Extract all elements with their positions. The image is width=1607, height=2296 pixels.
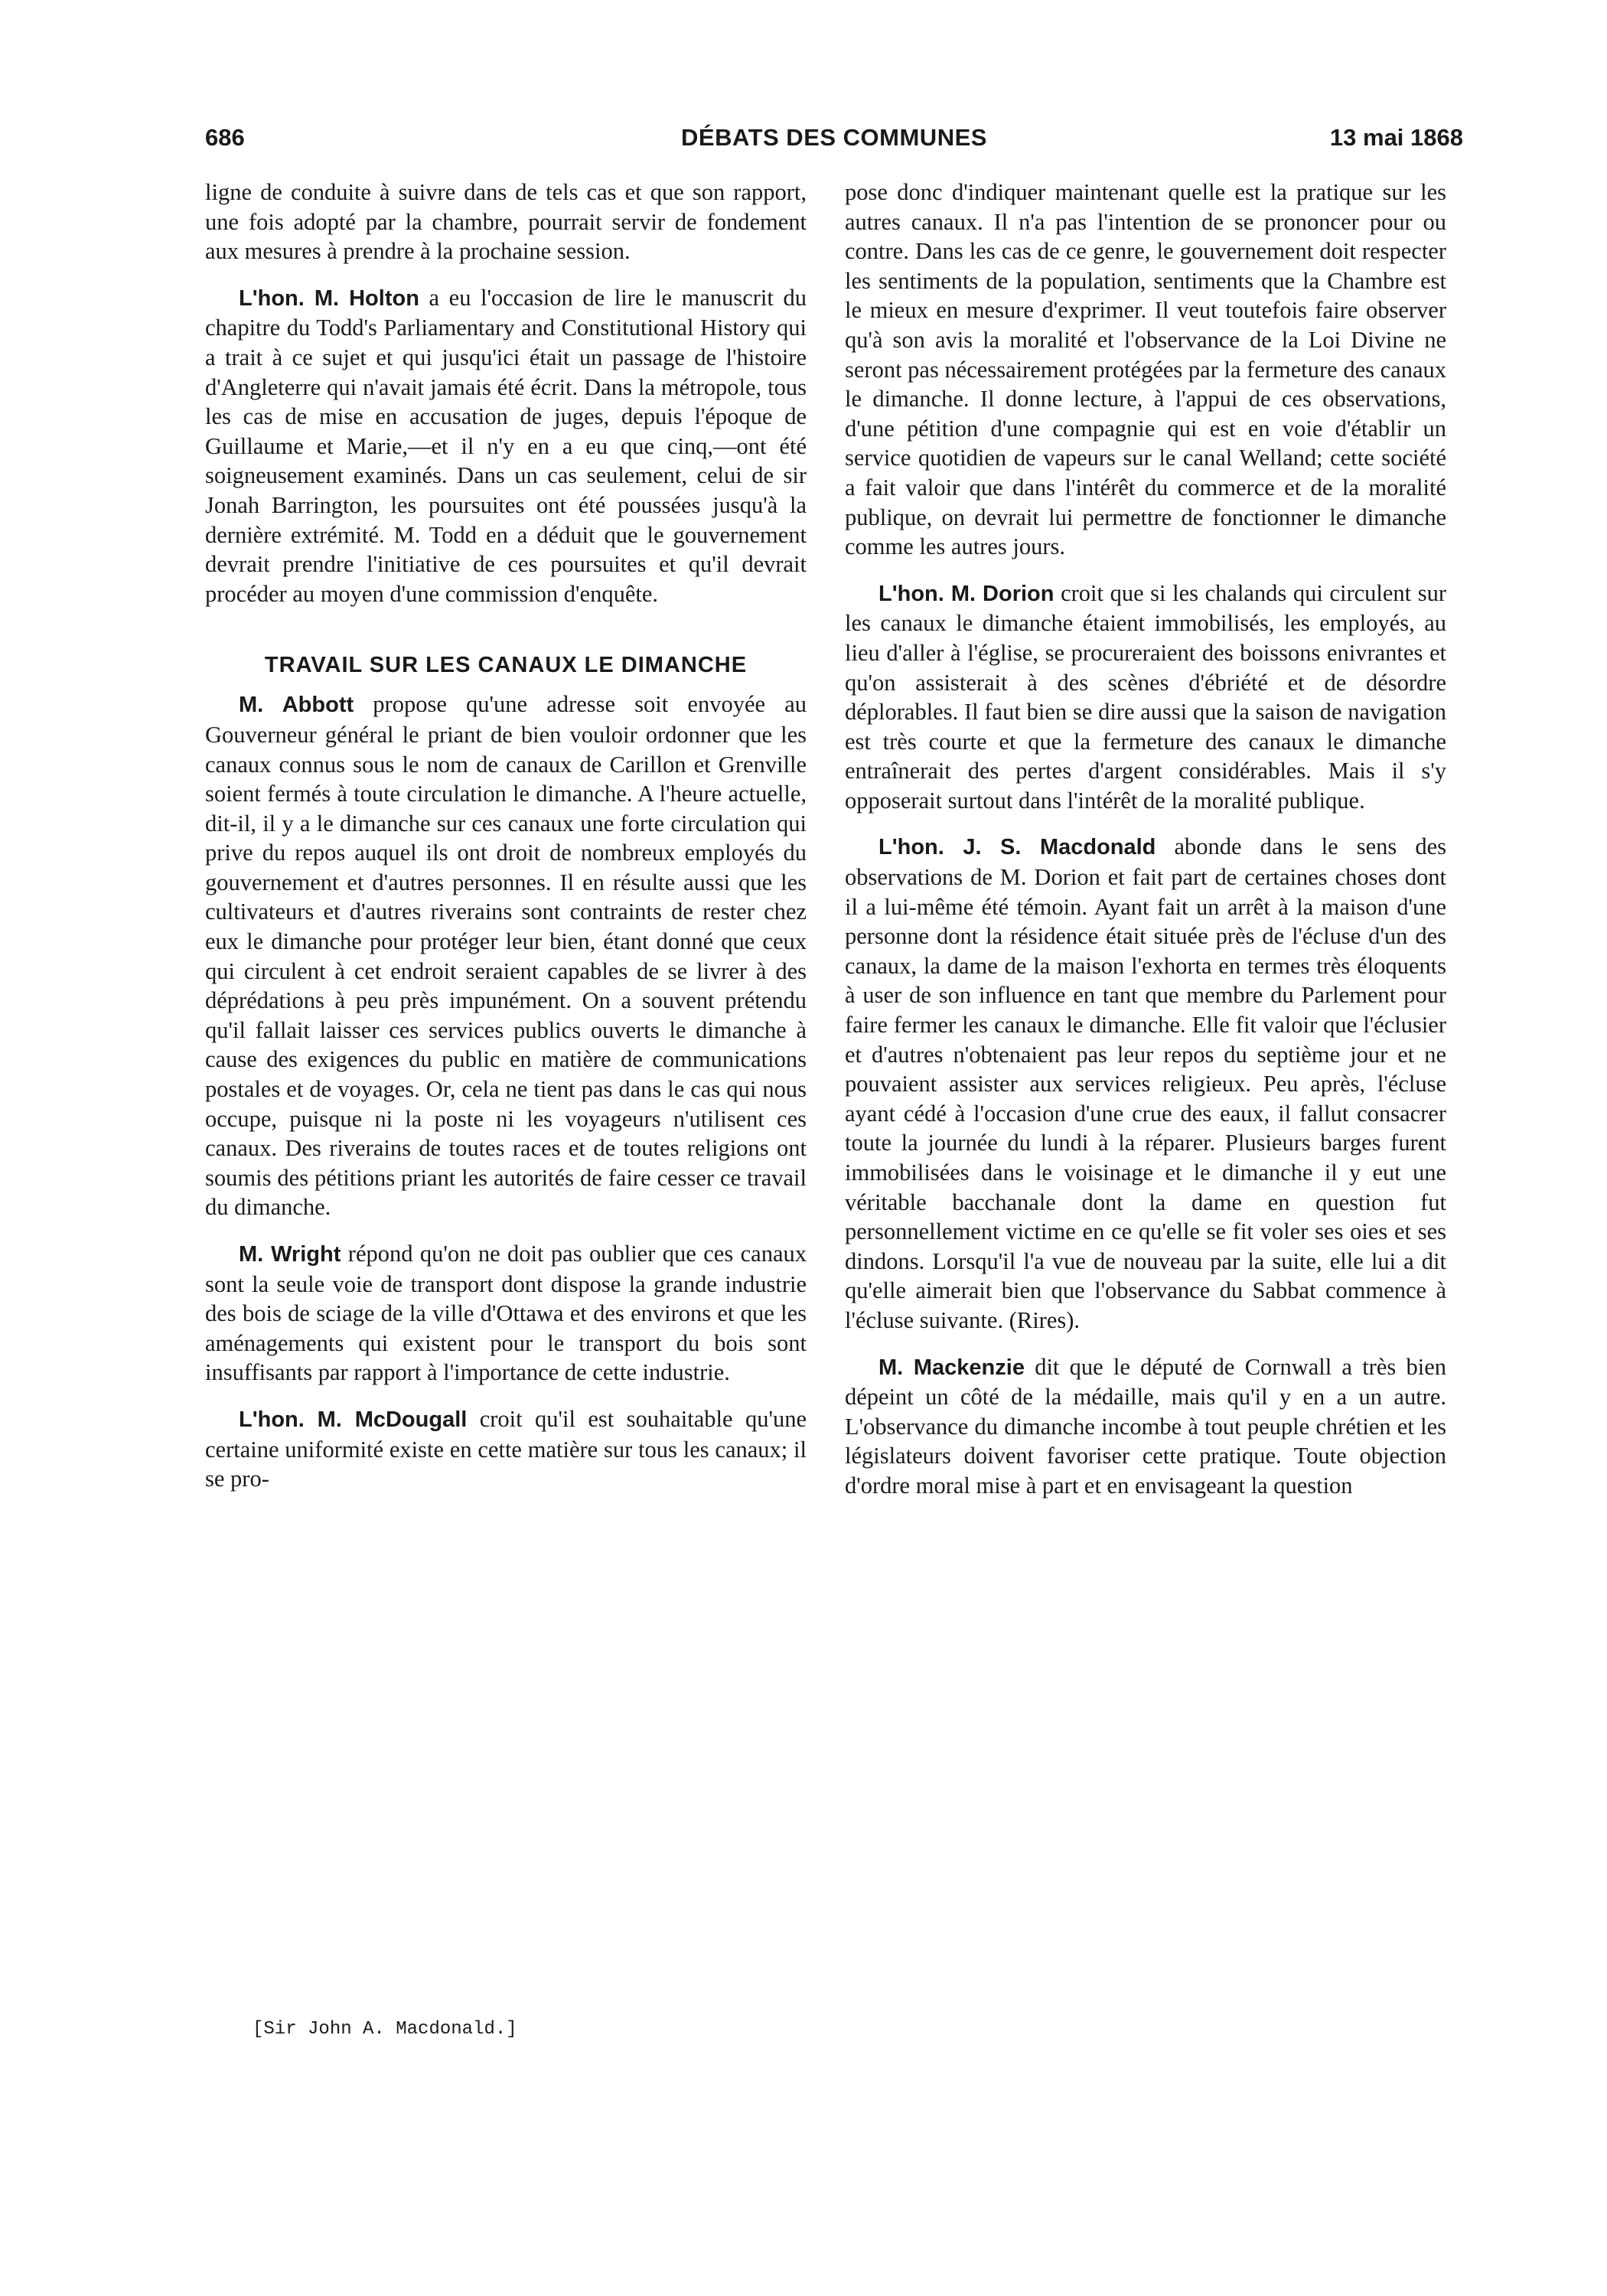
- speaker-name: M. Mackenzie: [878, 1355, 1025, 1380]
- paragraph: [205, 1404, 807, 1494]
- speaker-name: M. Abbott: [239, 693, 354, 718]
- speech-text: répond qu'on ne doit pas oublier que ces canaux sont la seule voie de transport dont dispose la grande industrie des bois de sciage de la ville d'Ottawa et des environs et que les aménagements qui existent pour le transport du bois sont insuffisants par rapport à l'importance de cette industrie.: [205, 1241, 807, 1386]
- section-heading: TRAVAIL SUR LES CANAUX LE DIMANCHE: [264, 653, 748, 678]
- paragraph: [845, 832, 1446, 1335]
- paragraph: [205, 690, 807, 1222]
- page-date: 13 mai 1868: [1329, 124, 1463, 151]
- paragraph: [845, 1352, 1446, 1501]
- speech-text: dit que le député de Cornwall a très bien dépeint un côté de la médaille, mais qu'il y en a un autre. L'observance du dimanche incombe à tout peuple chrétien et les législateurs doivent favoriser cette pratique. Toute objection d'ordre moral mise à part et en envisageant la question: [845, 1353, 1446, 1499]
- page-number: 686: [205, 124, 245, 151]
- speaker-name: L'hon. M. McDougall: [239, 1407, 468, 1432]
- paragraph: pose donc d'indiquer maintenant quelle est la pratique sur les autres canaux. Il n'a pas l'intention de se prononcer pour ou contre. Dans les cas de ce genre, le gouvernement doit respecter les sentiments de la population, sentiments que la Chambre est le mieux en mesure d'exprimer. Il veut toutefois faire observer qu'à son avis la moralité et l'observance de la Loi Divine ne seront pas nécessairement protégées par la fermeture des canaux le dimanche. Il donne lecture, à l'appui de ces observations, d'une pétition d'une compagnie qui est en voie d'établir un service quotidien de vapeurs sur le canal Welland; cette société a fait valoir que dans l'intérêt du commerce et de la moralité publique, on devrait lui permettre de fonctionner le dimanche comme les autres jours.: [845, 179, 1446, 560]
- left-column: [205, 178, 807, 1511]
- speech-text: croit qu'il est souhaitable qu'une certaine uniformité existe en cette matière sur tous les canaux; il se pro-: [205, 1405, 807, 1492]
- paragraph: [205, 283, 807, 609]
- speech-text: propose qu'une adresse soit envoyée au Gouverneur général le priant de bien vouloir ordonner que les canaux connus sous le nom de canaux de Carillon et Grenville soient fermés à toute circulation le dimanche. A l'heure actuelle, dit-il, il y a le dimanche sur ces canaux une forte circulation qui prive du repos auquel ils ont droit de nombreux employés du gouvernement et d'autres personnes. Il en résulte aussi que les cultivateurs et d'autres riverains sont contraints de rester chez eux le dimanche pour protéger leur bien, étant donné que ceux qui circulent à cet endroit seraient capables de se livrer à des déprédations à peu près impunément. On a souvent prétendu qu'il fallait laisser ces services publics ouverts le dimanche à cause des exigences du public en matière de communications postales et de voyages. Or, cela ne tient pas dans le cas qui nous occupe, puisque ni la poste ni les voyageurs n'utilisent ces canaux. Des riverains de toutes races et de toutes religions ont soumis des pétitions priant les autorités de faire cesser ce travail du dimanche.: [205, 691, 807, 1221]
- speech-text: croit que si les chalands qui circulent sur les canaux le dimanche étaient immobilisés, les employés, au lieu d'aller à l'église, se procureraient des boissons enivrantes et qu'on assisterait à des scènes d'ébriété et de désordre déplorables. Il faut bien se dire aussi que la saison de navigation est très courte et que la fermeture des canaux le dimanche entraînerait des pertes d'argent considérables. Mais il s'y opposerait surtout dans l'intérêt de la moralité publique.: [845, 579, 1446, 814]
- page-header: [205, 124, 1463, 162]
- speech-text: abonde dans le sens des observations de M. Dorion et fait part de certaines choses dont il a lui-même été témoin. Ayant fait un arrêt à la maison d'une personne dont la résidence était située près de l'écluse d'un des canaux, la dame de la maison l'exhorta en termes très éloquents à user de son influence en tant que membre du Parlement pour faire fermer les canaux le dimanche. Elle fit valoir que l'éclusier et d'autres n'obtenaient pas leur repos du septième jour et ne pouvaient assister aux services religieux. Peu après, l'écluse ayant cédé à l'occasion d'une crue des eaux, il fallut consacrer toute la journée du lundi à la réparer. Plusieurs barges furent immobilisées dans le voisinage et le dimanche il y eut une véritable bacchanale dont la dame en question fut personnellement victime en ce qu'elle se fit voler ses oies et ses dindons. Lorsqu'il l'a vue de nouveau par la suite, elle lui a dit qu'elle aimerait bien que l'observance du Sabbat commence à l'écluse suivante. (Rires).: [845, 833, 1446, 1333]
- page-title: DÉBATS DES COMMUNES: [681, 124, 987, 151]
- paragraph: ligne de conduite à suivre dans de tels cas et que son rapport, une fois adopté par la chambre, pourrait servir de fondement aux mesures à prendre à la prochaine session.: [205, 179, 807, 265]
- speaker-name: L'hon. M. Holton: [239, 285, 419, 311]
- speaker-name: L'hon. M. Dorion: [878, 581, 1054, 606]
- right-column: [845, 178, 1446, 1518]
- speech-text: a eu l'occasion de lire le manuscrit du chapitre du Todd's Parliamentary and Constitutional History qui a trait à ce sujet et qui jusqu'ici était un passage de l'histoire d'Angleterre qui n'avait jamais été écrit. Dans la métropole, tous les cas de mise en accusation de juges, depuis l'époque de Guillaume et Marie,—et il n'y en a eu que cinq,—ont été soigneusement examinés. Dans un cas seulement, celui de sir Jonah Barrington, les poursuites ont été poussées jusqu'à la dernière extrémité. M. Todd en a déduit que le gouvernement devrait prendre l'initiative de ces poursuites et qu'il devrait procéder au moyen d'une commission d'enquête.: [205, 284, 807, 607]
- speaker-name: M. Wright: [239, 1242, 341, 1267]
- speaker-name: L'hon. J. S. Macdonald: [878, 835, 1156, 860]
- paragraph: [845, 579, 1446, 816]
- paragraph: [205, 1239, 807, 1388]
- page-footer: [Sir John A. Macdonald.]: [253, 2019, 517, 2040]
